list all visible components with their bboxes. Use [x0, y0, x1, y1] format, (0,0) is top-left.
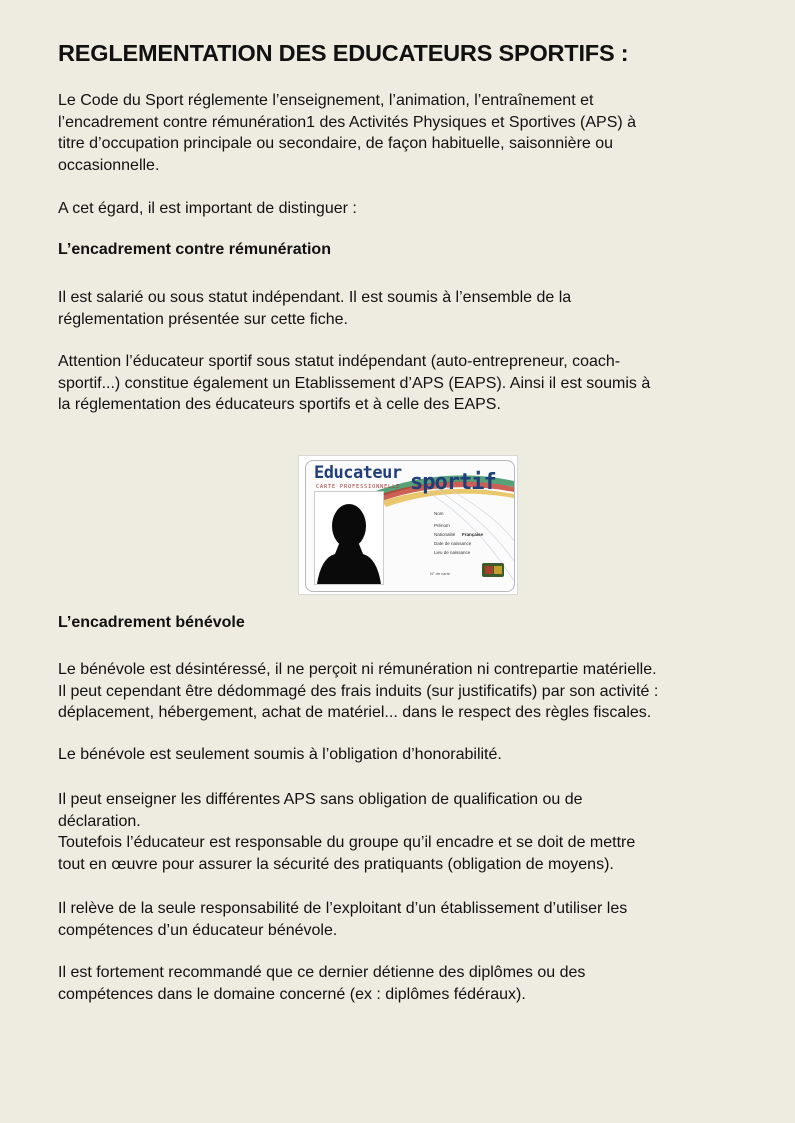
professional-card-image — [298, 455, 518, 595]
card-field-label: Prénom — [434, 523, 450, 528]
text-line: Il peut enseigner les différentes APS sans obligation de qualification ou de — [58, 791, 583, 808]
text-line: Le bénévole est seulement soumis à l’obligation d’honorabilité. — [58, 746, 502, 763]
text-line: Le bénévole est désintéressé, il ne perçoit ni rémunération ni contrepartie matérielle. — [58, 661, 657, 678]
text-line: titre d’occupation principale ou secondaire, de façon habituelle, saisonnière ou — [58, 135, 614, 152]
intro-paragraph — [58, 90, 758, 176]
card-title-educateur: Educateur — [314, 463, 402, 483]
volunteer-paragraph-2 — [58, 744, 758, 766]
section-heading-paid: L’encadrement contre rémunération — [58, 241, 331, 258]
card-title-sportif: sportif — [410, 470, 496, 495]
card-subtitle: CARTE PROFESSIONNELLE — [316, 484, 401, 490]
page-title: REGLEMENTATION DES EDUCATEURS SPORTIFS : — [58, 40, 629, 66]
card-number-label: N° de carte — [430, 571, 451, 576]
card-field-label: Nationalité — [434, 532, 456, 537]
text-line: Il est salarié ou sous statut indépendant. Il est soumis à l’ensemble de la — [58, 289, 572, 306]
volunteer-paragraph-3 — [58, 789, 758, 875]
photo-frame — [314, 491, 384, 585]
card-field-label: Lieu de naissance — [434, 550, 471, 555]
text-line: A cet égard, il est important de distinguer : — [58, 200, 357, 217]
volunteer-paragraph-4 — [58, 898, 758, 941]
text-line: la réglementation des éducateurs sportifs et à celle des EAPS. — [58, 396, 501, 413]
text-line: occasionnelle. — [58, 156, 160, 174]
card-field-label: Date de naissance — [434, 541, 472, 546]
text-line: Toutefois l’éducateur est responsable du groupe qu’il encadre et se doit de mettre — [58, 834, 636, 851]
text-line: compétences dans le domaine concerné (ex : diplômes fédéraux). — [58, 985, 526, 1003]
text-line: déplacement, hébergement, achat de matériel... dans le respect des règles fiscales. — [58, 704, 652, 721]
text-line: Attention l’éducateur sportif sous statut indépendant (auto-entrepreneur, coach- — [58, 353, 621, 370]
text-line: Il relève de la seule responsabilité de l’exploitant d’un établissement d’utiliser les — [58, 900, 628, 917]
text-line: Il peut cependant être dédommagé des frais induits (sur justificatifs) par son activité : — [58, 682, 659, 700]
person-silhouette-icon — [315, 492, 383, 584]
text-line: compétences d’un éducateur bénévole. — [58, 921, 338, 939]
text-line: réglementation présentée sur cette fiche. — [58, 310, 348, 328]
text-line: Il est fortement recommandé que ce dernier détienne des diplômes ou des — [58, 964, 586, 981]
paid-paragraph-1 — [58, 287, 758, 330]
text-line: l’encadrement contre rémunération1 des Activités Physiques et Sportives (APS) à — [58, 113, 637, 131]
volunteer-paragraph-5 — [58, 962, 758, 1005]
section-heading-volunteer: L’encadrement bénévole — [58, 614, 245, 631]
volunteer-paragraph-1 — [58, 659, 758, 724]
text-line: déclaration. — [58, 812, 141, 830]
text-line: tout en œuvre pour assurer la sécurité des pratiquants (obligation de moyens). — [58, 855, 614, 873]
distinguish-paragraph — [58, 198, 758, 220]
text-line: sportif...) constitue également un Etablissement d’APS (EAPS). Ainsi il est soumis à — [58, 374, 651, 392]
card-field-label: Nom — [434, 511, 444, 516]
paid-paragraph-2 — [58, 351, 758, 416]
text-line: Le Code du Sport réglemente l’enseignement, l’animation, l’entraînement et — [58, 92, 594, 109]
card-field-value: Française — [462, 532, 484, 537]
card-body — [305, 460, 515, 592]
